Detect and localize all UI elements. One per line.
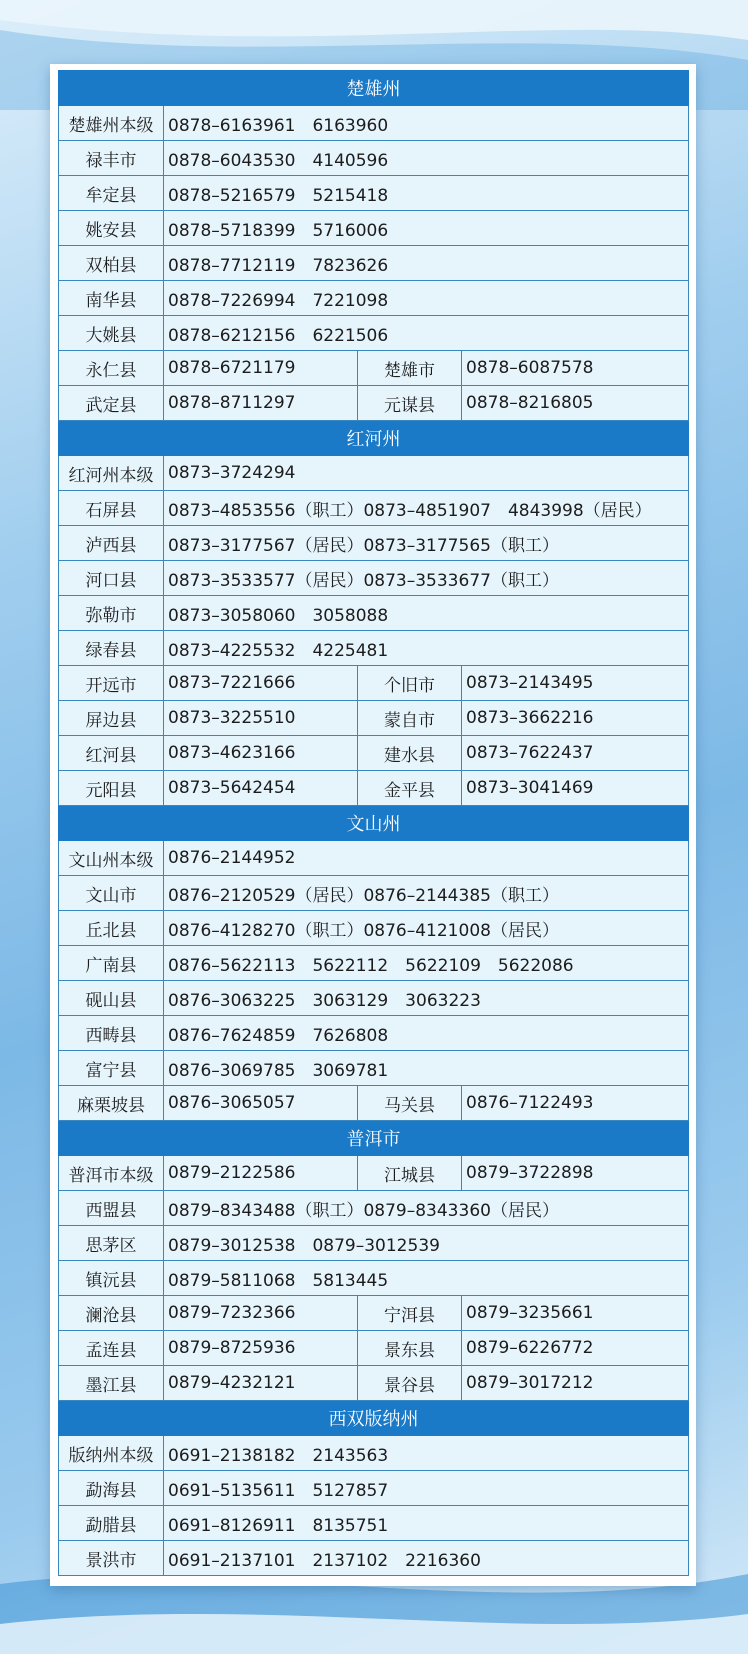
county-name: 武定县 <box>59 386 164 421</box>
county-name: 景东县 <box>358 1331 462 1366</box>
section-header-row <box>59 1121 689 1156</box>
phone-numbers: 0873–3058060 3058088 <box>164 596 689 631</box>
phone-numbers: 0876–5622113 5622112 5622109 5622086 <box>164 946 689 981</box>
table-row <box>59 1086 689 1121</box>
phone-numbers: 0876–7624859 7626808 <box>164 1016 689 1051</box>
phone-numbers: 0873–3177567（居民）0873–3177565（职工） <box>164 526 689 561</box>
county-name: 元阳县 <box>59 771 164 806</box>
county-name: 弥勒市 <box>59 596 164 631</box>
county-name: 文山市 <box>59 876 164 911</box>
section-header-row <box>59 1401 689 1436</box>
phone-numbers: 0873–3225510 <box>164 701 358 736</box>
phone-numbers: 0879–4232121 <box>164 1366 358 1401</box>
county-name: 屏边县 <box>59 701 164 736</box>
county-name: 双柏县 <box>59 246 164 281</box>
county-name: 红河州本级 <box>59 456 164 491</box>
phone-numbers: 0879–3012538 0879–3012539 <box>164 1226 689 1261</box>
table-row <box>59 1156 689 1191</box>
phone-numbers: 0873–3662216 <box>462 701 689 736</box>
table-row <box>59 491 689 526</box>
phone-numbers: 0873–3533577（居民）0873–3533677（职工） <box>164 561 689 596</box>
county-name: 砚山县 <box>59 981 164 1016</box>
table-row <box>59 1471 689 1506</box>
section-header-row <box>59 71 689 106</box>
phone-numbers: 0873–4853556（职工）0873–4851907 4843998（居民） <box>164 491 689 526</box>
phone-numbers: 0878–6212156 6221506 <box>164 316 689 351</box>
phone-numbers: 0873–7221666 <box>164 666 358 701</box>
section-header-row <box>59 806 689 841</box>
phone-numbers: 0879–3017212 <box>462 1366 689 1401</box>
county-name: 镇沅县 <box>59 1261 164 1296</box>
table-row <box>59 911 689 946</box>
phone-numbers: 0873–2143495 <box>462 666 689 701</box>
county-name: 勐腊县 <box>59 1506 164 1541</box>
county-name: 宁洱县 <box>358 1296 462 1331</box>
county-name: 西畴县 <box>59 1016 164 1051</box>
phone-numbers: 0879–3235661 <box>462 1296 689 1331</box>
section-header-row <box>59 421 689 456</box>
table-row <box>59 1051 689 1086</box>
phone-numbers: 0879–3722898 <box>462 1156 689 1191</box>
county-name: 大姚县 <box>59 316 164 351</box>
phone-numbers: 0878–5216579 5215418 <box>164 176 689 211</box>
county-name: 开远市 <box>59 666 164 701</box>
phone-numbers: 0878–8216805 <box>462 386 689 421</box>
phone-numbers: 0876–3063225 3063129 3063223 <box>164 981 689 1016</box>
phone-numbers: 0879–8343488（职工）0879–8343360（居民） <box>164 1191 689 1226</box>
phone-numbers: 0873–5642454 <box>164 771 358 806</box>
section-title: 西双版纳州 <box>59 1401 689 1436</box>
county-name: 版纳州本级 <box>59 1436 164 1471</box>
table-row <box>59 456 689 491</box>
phone-numbers: 0878–5718399 5716006 <box>164 211 689 246</box>
phone-numbers: 0878–8711297 <box>164 386 358 421</box>
county-name: 思茅区 <box>59 1226 164 1261</box>
table-row <box>59 246 689 281</box>
table-row <box>59 1436 689 1471</box>
phone-numbers: 0879–5811068 5813445 <box>164 1261 689 1296</box>
county-name: 麻栗坡县 <box>59 1086 164 1121</box>
table-row <box>59 841 689 876</box>
table-row <box>59 351 689 386</box>
county-name: 绿春县 <box>59 631 164 666</box>
county-name: 丘北县 <box>59 911 164 946</box>
county-name: 孟连县 <box>59 1331 164 1366</box>
county-name: 个旧市 <box>358 666 462 701</box>
phone-numbers: 0691–8126911 8135751 <box>164 1506 689 1541</box>
county-name: 红河县 <box>59 736 164 771</box>
county-name: 河口县 <box>59 561 164 596</box>
table-row <box>59 1331 689 1366</box>
table-row <box>59 316 689 351</box>
phone-numbers: 0878–6087578 <box>462 351 689 386</box>
county-name: 普洱市本级 <box>59 1156 164 1191</box>
table-row <box>59 386 689 421</box>
phone-numbers: 0873–7622437 <box>462 736 689 771</box>
contact-table <box>58 70 689 1576</box>
table-row <box>59 981 689 1016</box>
county-name: 姚安县 <box>59 211 164 246</box>
county-name: 景谷县 <box>358 1366 462 1401</box>
phone-numbers: 0876–7122493 <box>462 1086 689 1121</box>
county-name: 富宁县 <box>59 1051 164 1086</box>
phone-numbers: 0878–6043530 4140596 <box>164 141 689 176</box>
phone-numbers: 0879–7232366 <box>164 1296 358 1331</box>
section-title: 普洱市 <box>59 1121 689 1156</box>
county-name: 楚雄州本级 <box>59 106 164 141</box>
phone-numbers: 0691–5135611 5127857 <box>164 1471 689 1506</box>
phone-numbers: 0691–2138182 2143563 <box>164 1436 689 1471</box>
table-row <box>59 526 689 561</box>
table-row <box>59 211 689 246</box>
table-row <box>59 1016 689 1051</box>
table-row <box>59 631 689 666</box>
county-name: 永仁县 <box>59 351 164 386</box>
table-row <box>59 1506 689 1541</box>
phone-numbers: 0876–3069785 3069781 <box>164 1051 689 1086</box>
table-row <box>59 1366 689 1401</box>
table-row <box>59 666 689 701</box>
phone-numbers: 0879–2122586 <box>164 1156 358 1191</box>
section-title: 文山州 <box>59 806 689 841</box>
table-row <box>59 596 689 631</box>
county-name: 牟定县 <box>59 176 164 211</box>
phone-numbers: 0691–2137101 2137102 2216360 <box>164 1541 689 1576</box>
county-name: 金平县 <box>358 771 462 806</box>
county-name: 勐海县 <box>59 1471 164 1506</box>
table-row <box>59 281 689 316</box>
phone-numbers: 0873–3041469 <box>462 771 689 806</box>
phone-numbers: 0879–6226772 <box>462 1331 689 1366</box>
phone-numbers: 0873–4623166 <box>164 736 358 771</box>
phone-numbers: 0873–4225532 4225481 <box>164 631 689 666</box>
phone-numbers: 0876–4128270（职工）0876–4121008（居民） <box>164 911 689 946</box>
phone-numbers: 0878–6721179 <box>164 351 358 386</box>
county-name: 文山州本级 <box>59 841 164 876</box>
phone-numbers: 0879–8725936 <box>164 1331 358 1366</box>
county-name: 景洪市 <box>59 1541 164 1576</box>
phone-numbers: 0878–6163961 6163960 <box>164 106 689 141</box>
table-row <box>59 561 689 596</box>
table-row <box>59 1261 689 1296</box>
phone-numbers: 0876–3065057 <box>164 1086 358 1121</box>
table-row <box>59 1191 689 1226</box>
county-name: 马关县 <box>358 1086 462 1121</box>
phone-numbers: 0876–2144952 <box>164 841 689 876</box>
table-row <box>59 946 689 981</box>
county-name: 禄丰市 <box>59 141 164 176</box>
contact-card <box>50 64 696 1586</box>
county-name: 墨江县 <box>59 1366 164 1401</box>
table-row <box>59 1296 689 1331</box>
table-row <box>59 701 689 736</box>
county-name: 泸西县 <box>59 526 164 561</box>
table-row <box>59 876 689 911</box>
county-name: 元谋县 <box>358 386 462 421</box>
county-name: 西盟县 <box>59 1191 164 1226</box>
county-name: 蒙自市 <box>358 701 462 736</box>
table-row <box>59 141 689 176</box>
county-name: 澜沧县 <box>59 1296 164 1331</box>
table-row <box>59 771 689 806</box>
section-title: 楚雄州 <box>59 71 689 106</box>
phone-numbers: 0878–7712119 7823626 <box>164 246 689 281</box>
phone-numbers: 0873–3724294 <box>164 456 689 491</box>
table-row <box>59 1541 689 1576</box>
county-name: 江城县 <box>358 1156 462 1191</box>
county-name: 楚雄市 <box>358 351 462 386</box>
county-name: 石屏县 <box>59 491 164 526</box>
table-row <box>59 176 689 211</box>
county-name: 广南县 <box>59 946 164 981</box>
phone-numbers: 0878–7226994 7221098 <box>164 281 689 316</box>
phone-numbers: 0876–2120529（居民）0876–2144385（职工） <box>164 876 689 911</box>
county-name: 建水县 <box>358 736 462 771</box>
table-row <box>59 106 689 141</box>
table-row <box>59 1226 689 1261</box>
county-name: 南华县 <box>59 281 164 316</box>
table-row <box>59 736 689 771</box>
section-title: 红河州 <box>59 421 689 456</box>
